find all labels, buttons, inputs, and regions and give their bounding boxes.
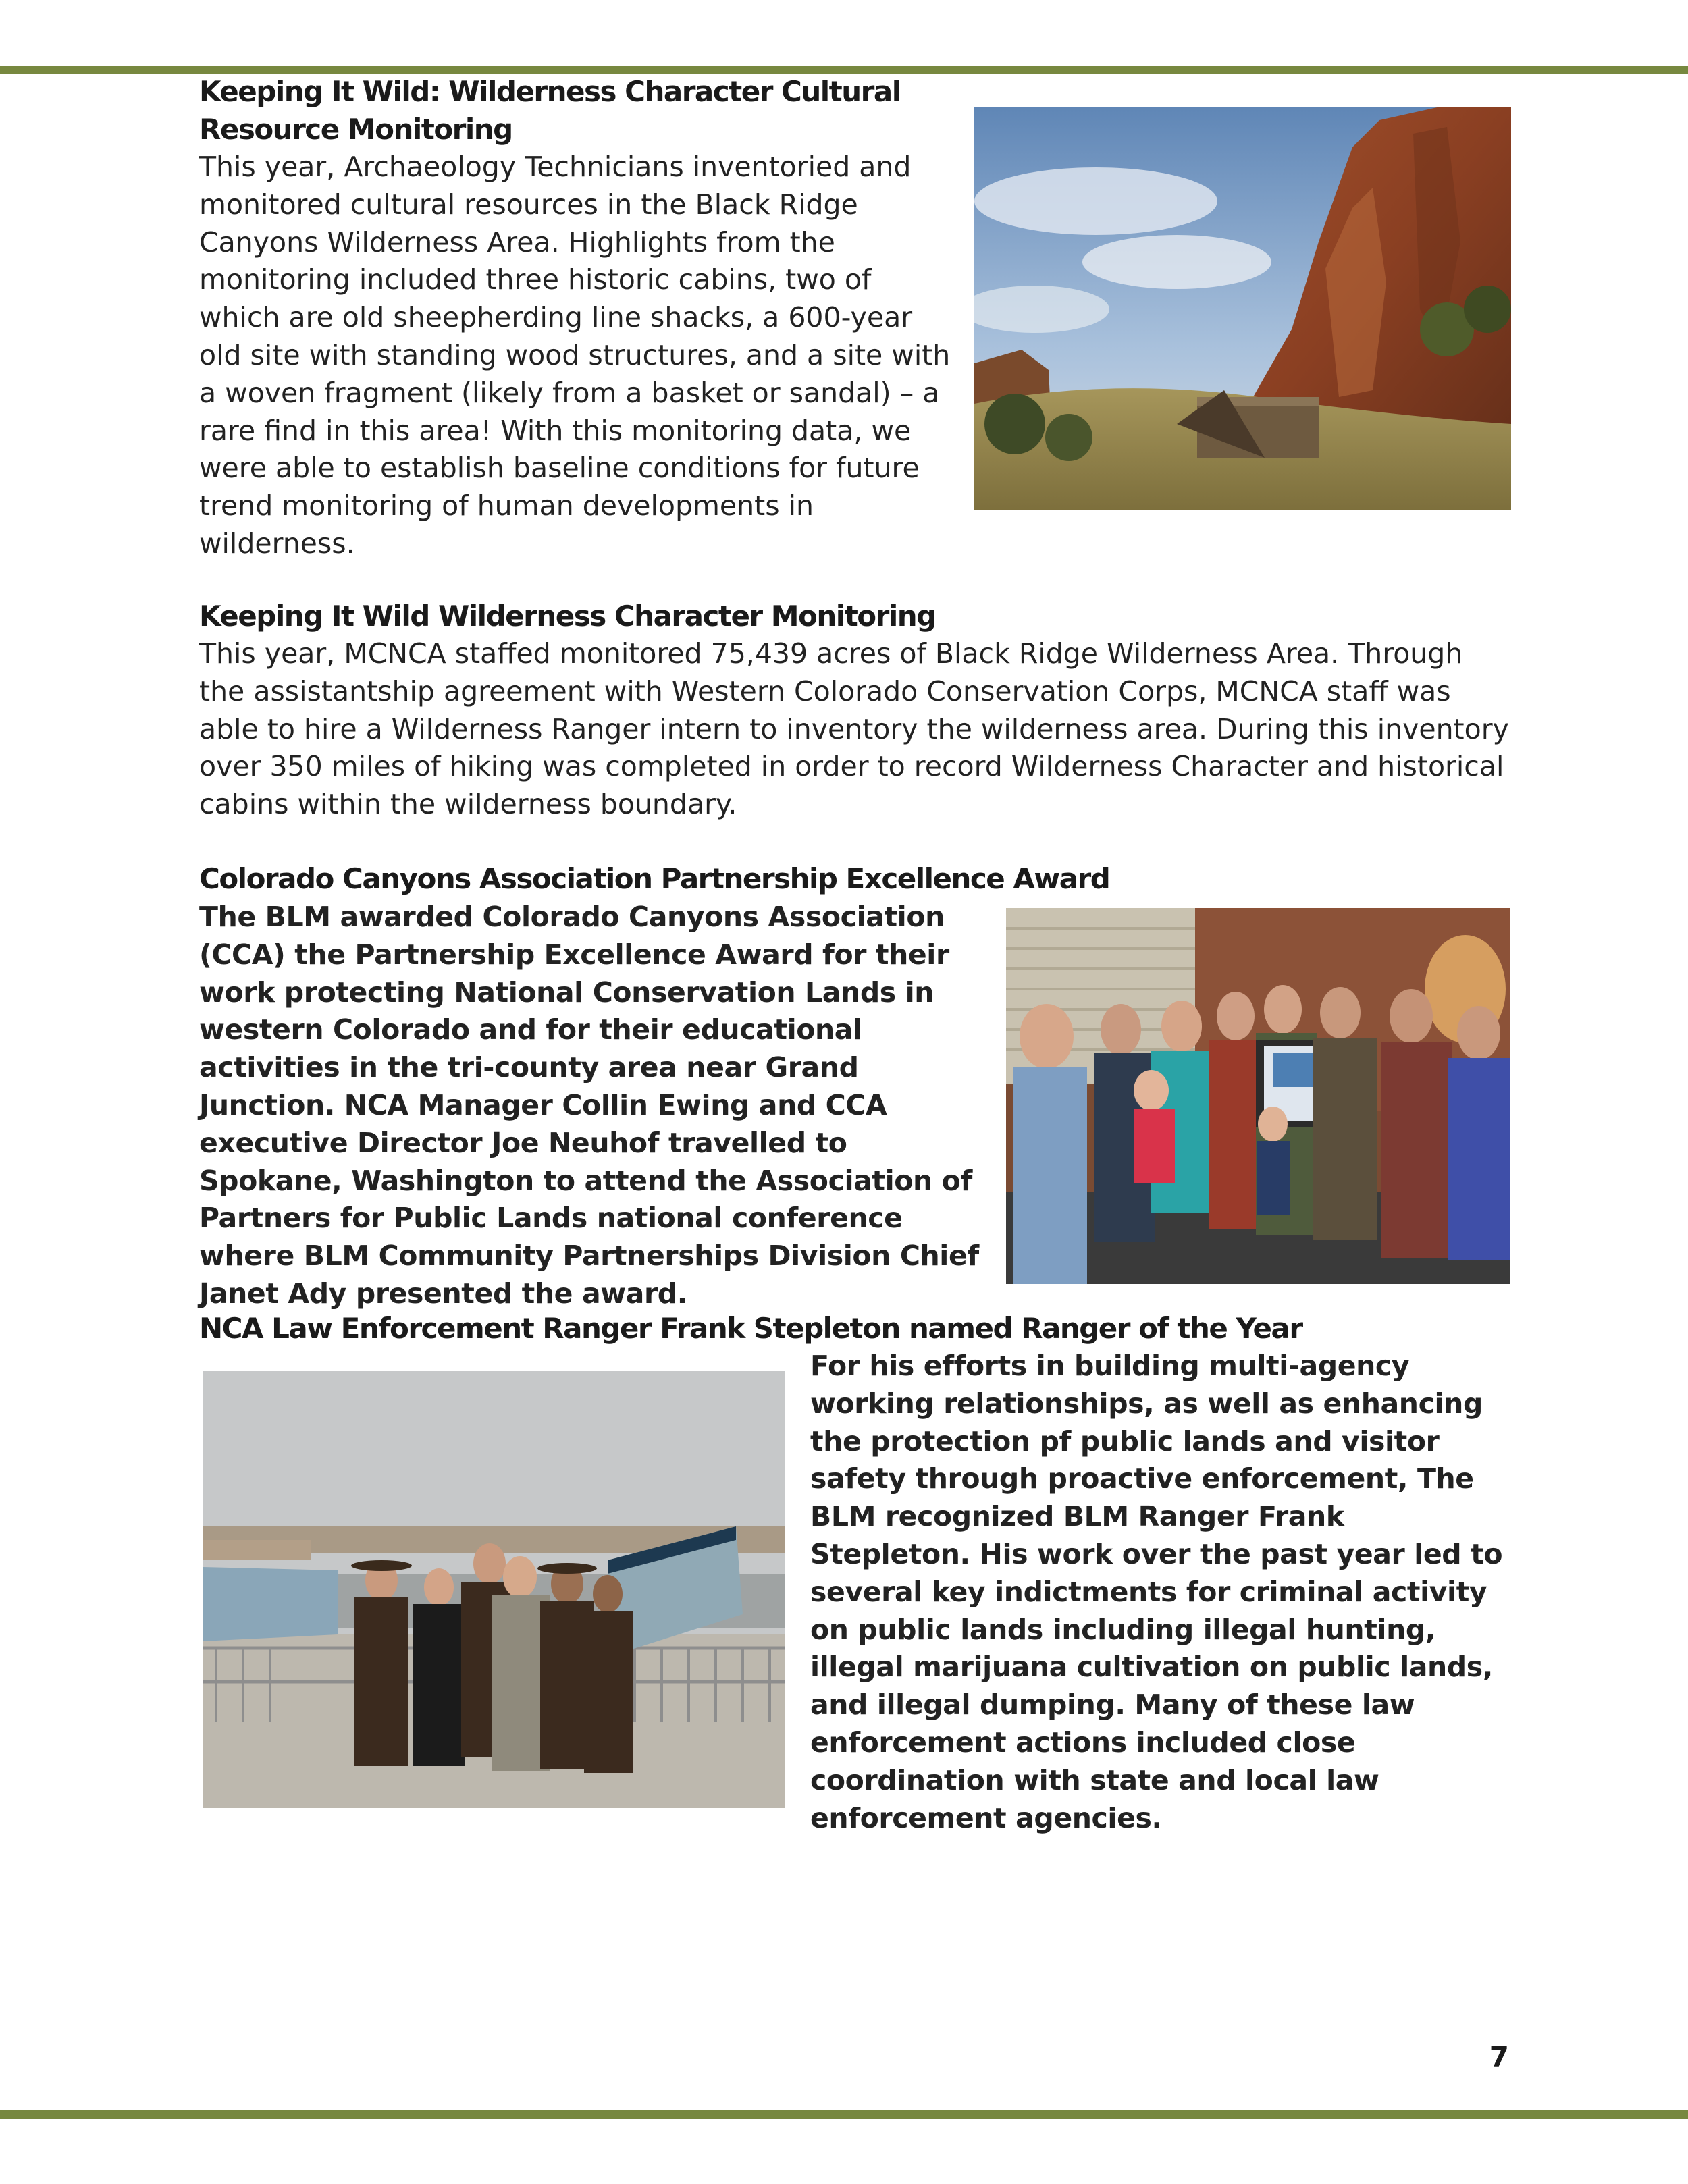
page-number: 7: [1489, 2040, 1509, 2073]
bottom-rule: [0, 2110, 1688, 2119]
section-heading-character-monitoring: Keeping It Wild Wilderness Character Monitoring: [199, 600, 936, 633]
section-heading-cultural-monitoring: Keeping It Wild: Wilderness Character Cultural Resource Monitoring: [199, 75, 901, 146]
award-group-photo: [1006, 908, 1510, 1284]
section-body-ranger-of-year: For his efforts in building multi-agency working relationships, as well as enhancing the protection pf public lands and visitor safety through proactive enforcement, The BLM recognized BLM Ranger Frank Stepleton. His work over the past year led to several key indictments for criminal activity on public lands including illegal hunting, illegal marijuana cultivation on public lands, and illegal dumping. Many of these law enforcement actions included close coordination with state and local law enforcement agencies.: [810, 1350, 1503, 1834]
section-body-cultural-monitoring: This year, Archaeology Technicians inventoried and monitored cultural resources in the Black Ridge Canyons Wilderness Area. Highlights from the monitoring included three historic cabins, two of which are old sheepherding line shacks, a 600-year old site with standing wood structures, and a site with a woven fragment (likely from a basket or sandal) – a rare find in this area! With this monitoring data, we were able to establish baseline conditions for future trend monitoring of human developments in wilderness.: [199, 151, 951, 560]
section-body-character-monitoring: This year, MCNCA staffed monitored 75,439 acres of Black Ridge Wilderness Area. Through the assistantship agreement with Western Colorado Conservation Corps, MCNCA staff was able to hire a Wilderness Ranger intern to inventory the wilderness area. During this inventory over 350 miles of hiking was completed in order to record Wilderness Character and historical cabins within the wilderness boundary.: [199, 637, 1509, 821]
section-heading-cca-award: Colorado Canyons Association Partnership Excellence Award: [199, 862, 1110, 895]
section-body-cca-award: The BLM awarded Colorado Canyons Association (CCA) the Partnership Excellence Award for their work protecting National Conservation Lands in western Colorado and for their educational activities in the tri-county area near Grand Junction. NCA Manager Collin Ewing and CCA executive Director Joe Neuhof travelled to Spokane, Washington to attend the Association of Partners for Public Lands national conference where BLM Community Partnerships Division Chief Janet Ady presented the award.: [199, 901, 979, 1310]
canyon-cabin-photo: [974, 107, 1511, 510]
rangers-group-photo: [203, 1371, 785, 1808]
section-heading-ranger-of-year: NCA Law Enforcement Ranger Frank Stepleton named Ranger of the Year: [199, 1312, 1302, 1345]
